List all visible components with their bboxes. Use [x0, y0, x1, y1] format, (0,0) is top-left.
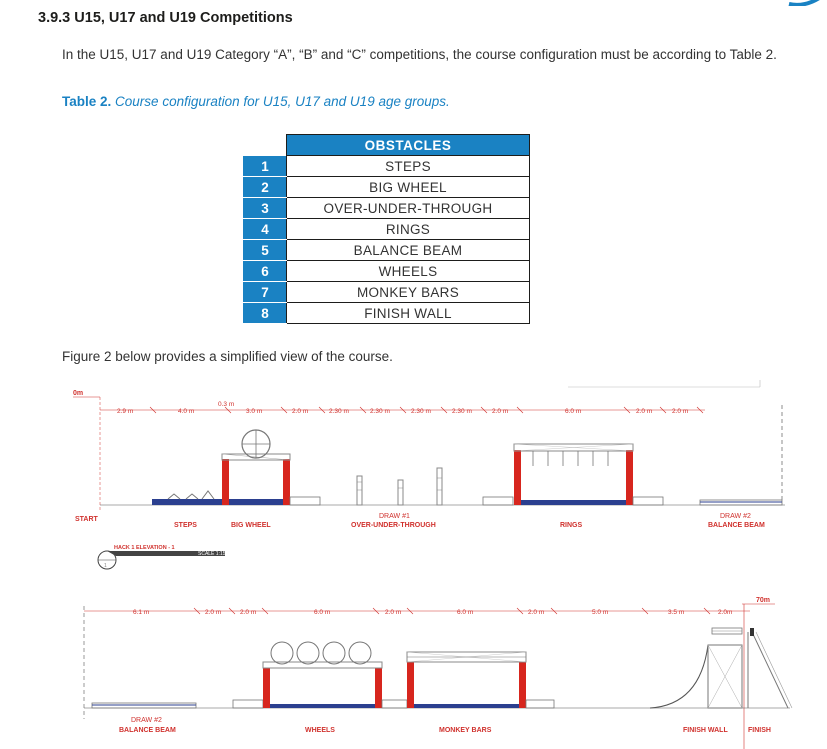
dim-label: 2.0 m	[528, 609, 545, 616]
obstacle-name: WHEELS	[287, 261, 530, 282]
row-number: 8	[244, 303, 287, 324]
dim-label: 5.0 m	[592, 609, 609, 616]
draw1-label: DRAW #1	[379, 513, 410, 520]
dim-label: 6.1 m	[133, 609, 150, 616]
dim-label: 6.0 m	[565, 408, 582, 415]
corner-arc-icon	[787, 0, 827, 6]
dim-label: 2.0 m	[240, 609, 257, 616]
monkey-bars-obstacle	[382, 652, 554, 708]
balance-beam-label-bottom: BALANCE BEAM	[119, 727, 176, 734]
balance-beam-top	[700, 500, 782, 505]
obstacle-name: BIG WHEEL	[287, 177, 530, 198]
start-label: START	[75, 516, 98, 523]
dim-label: 2.0m	[718, 609, 733, 616]
obstacle-name: BALANCE BEAM	[287, 240, 530, 261]
wheels-label: WHEELS	[305, 727, 335, 734]
big-wheel-obstacle	[222, 430, 290, 505]
intro-paragraph: In the U15, U17 and U19 Category “A”, “B” and “C” competitions, the course configuration must be according to Table 2.	[62, 47, 777, 62]
elevation-marker-number: 1	[104, 563, 107, 569]
balance-beam-bottom	[92, 703, 196, 708]
obstacle-name: MONKEY BARS	[287, 282, 530, 303]
finish-wall-label: FINISH WALL	[683, 727, 728, 734]
transition-platform	[290, 497, 320, 505]
draw2-label-top: DRAW #2	[720, 513, 751, 520]
elevation-title: HACK 1 ELEVATION - 1	[114, 545, 175, 551]
caption-label: Table 2.	[62, 94, 112, 109]
dim-label: 4.0 m	[178, 408, 195, 415]
table-row	[244, 177, 530, 198]
dim-label: 2.9 m	[117, 408, 134, 415]
table-caption	[62, 94, 450, 109]
zero-marker-label: 0m	[73, 390, 84, 397]
row-number: 4	[244, 219, 287, 240]
table-row	[244, 261, 530, 282]
obstacle-name: STEPS	[287, 156, 530, 177]
table-row	[244, 282, 530, 303]
over-under-through-label: OVER-UNDER-THROUGH	[351, 522, 436, 529]
row-number: 1	[244, 156, 287, 177]
table-header-row	[244, 135, 530, 156]
dim-label: 2.30 m	[411, 408, 431, 415]
row-number: 2	[244, 177, 287, 198]
row-number: 3	[244, 198, 287, 219]
row-number: 5	[244, 240, 287, 261]
end-distance-label: 70m	[756, 597, 771, 604]
section-heading: 3.9.3 U15, U17 and U19 Competitions	[38, 10, 293, 26]
draw2-label-bottom: DRAW #2	[131, 717, 162, 724]
dim-label: 6.0 m	[457, 609, 474, 616]
steps-label: STEPS	[174, 522, 197, 529]
elevation-marker	[98, 545, 229, 569]
big-wheel-label: BIG WHEEL	[231, 522, 271, 529]
caption-text: Course configuration for U15, U17 and U19 age groups.	[115, 94, 450, 109]
wheels-obstacle	[233, 642, 382, 708]
obstacle-name: RINGS	[287, 219, 530, 240]
monkey-bars-label: MONKEY BARS	[439, 727, 492, 734]
row-number: 6	[244, 261, 287, 282]
table-row	[244, 303, 530, 324]
finish-label: FINISH	[748, 727, 771, 734]
table-row	[244, 198, 530, 219]
obstacles-table	[243, 134, 530, 324]
dim-label: 2.30 m	[329, 408, 349, 415]
finish-wall-obstacle	[650, 628, 792, 708]
table-row	[244, 219, 530, 240]
obstacle-name: FINISH WALL	[287, 303, 530, 324]
dim-label: 2.0 m	[205, 609, 222, 616]
rings-label: RINGS	[560, 522, 583, 529]
course-diagram	[0, 370, 827, 749]
dim-label: 2.0 m	[492, 408, 509, 415]
dim-label: 2.0 m	[292, 408, 309, 415]
dim-label: 0.3 m	[218, 401, 235, 408]
dim-label: 3.5 m	[668, 609, 685, 616]
table-row	[244, 156, 530, 177]
obstacles-header: OBSTACLES	[287, 135, 530, 156]
dim-label: 2.0 m	[385, 609, 402, 616]
dim-label: 2.0 m	[636, 408, 653, 415]
header-blank-cell	[244, 135, 287, 156]
dim-label: 2.30 m	[370, 408, 390, 415]
dim-label: 3.0 m	[246, 408, 263, 415]
dim-label: 2.30 m	[452, 408, 472, 415]
rings-obstacle	[483, 444, 663, 505]
obstacle-name: OVER-UNDER-THROUGH	[287, 198, 530, 219]
balance-beam-label-top: BALANCE BEAM	[708, 522, 765, 529]
dim-label: 2.0 m	[672, 408, 689, 415]
over-under-through-obstacle	[357, 468, 442, 505]
row-number: 7	[244, 282, 287, 303]
dim-label: 6.0 m	[314, 609, 331, 616]
steps-obstacle	[152, 491, 222, 505]
elevation-scale: SCALE 1:150	[198, 551, 229, 557]
figure-intro-text: Figure 2 below provides a simplified view of the course.	[62, 349, 393, 364]
table-row	[244, 240, 530, 261]
